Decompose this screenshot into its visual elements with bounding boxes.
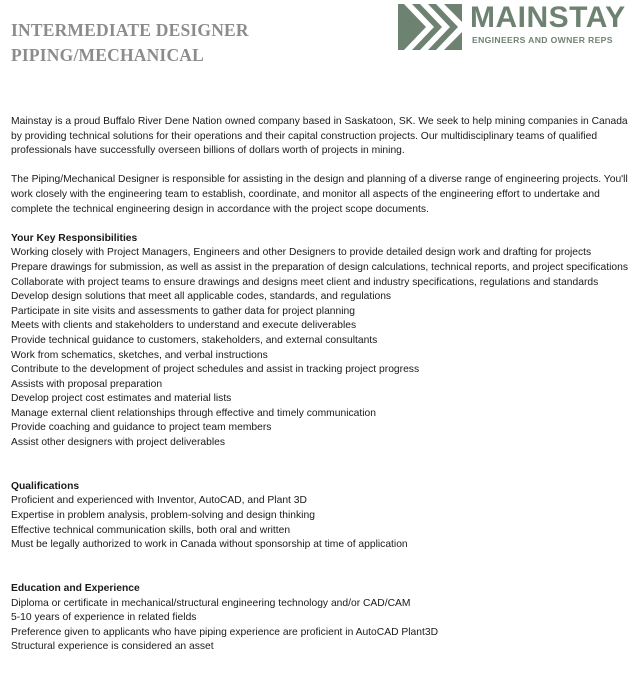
education-list <box>11 597 636 655</box>
list-item: Participate in site visits and assessments to gather data for project planning <box>11 305 355 317</box>
list-item: Effective technical communication skills, both oral and written <box>11 524 291 536</box>
list-item: Develop project cost estimates and material lists <box>11 393 232 405</box>
mainstay-chevron-mark-icon <box>398 4 462 50</box>
list-item: Diploma or certificate in mechanical/structural engineering technology and/or CAD/CAM <box>11 597 411 609</box>
list-item: Collaborate with project teams to ensure drawings and designs meet client and industry specifications, regulations and standards <box>11 276 599 288</box>
responsibilities-list <box>11 246 636 450</box>
qualifications-heading: Qualifications <box>11 480 80 492</box>
list-item: Contribute to the development of project schedules and assist in tracking project progress <box>11 364 420 376</box>
list-item: Preference given to applicants who have piping experience are proficient in AutoCAD Plant3D <box>11 626 439 638</box>
list-item: Manage external client relationships through effective and timely communication <box>11 407 376 419</box>
company-logo <box>398 1 630 50</box>
responsibilities-heading: Your Key Responsibilities <box>11 232 138 244</box>
list-item: Assist other designers with project deliverables <box>11 437 226 449</box>
job-title-line-2: PIPING/MECHANICAL <box>11 45 204 65</box>
list-item: Assists with proposal preparation <box>11 378 163 390</box>
intro-paragraph-2: The Piping/Mechanical Designer is responsible for assisting in the design and planning of a diverse range of engineering projects. You'll work closely with the engineering team to establish, coordinate, and monitor all aspects of the engineering effort to undertake and complete the technical engineering design in accordance with the project scope documents. <box>11 174 628 215</box>
list-item: Structural experience is considered an asset <box>11 641 214 653</box>
job-description <box>11 115 636 655</box>
list-item: Must be legally authorized to work in Canada without sponsorship at time of application <box>11 539 408 551</box>
list-item: 5-10 years of experience in related fields <box>11 612 197 624</box>
list-item: Meets with clients and stakeholders to understand and execute deliverables <box>11 320 357 332</box>
list-item: Work from schematics, sketches, and verbal instructions <box>11 349 268 361</box>
logo-wordmark: MAINSTAY <box>470 1 626 34</box>
qualifications-list <box>11 494 636 552</box>
list-item: Develop design solutions that meet all applicable codes, standards, and regulations <box>11 291 392 303</box>
list-item: Working closely with Project Managers, Engineers and other Designers to provide detailed design work and drafting for projects <box>11 247 592 259</box>
list-item: Expertise in problem analysis, problem-solving and design thinking <box>11 510 315 522</box>
list-item: Proficient and experienced with Inventor, AutoCAD, and Plant 3D <box>11 495 307 507</box>
intro-paragraph-1: Mainstay is a proud Buffalo River Dene Nation owned company based in Saskatoon, SK. We seek to help mining companies in Canada by providing technical solutions for their operations and their capital construction projects. Our multidisciplinary teams of qualified professionals have successfully overseen billions of dollars worth of projects in mining. <box>11 116 628 157</box>
education-heading: Education and Experience <box>11 583 140 594</box>
job-title-line-1: INTERMEDIATE DESIGNER <box>11 20 249 40</box>
job-title <box>11 18 249 68</box>
list-item: Provide technical guidance to customers, stakeholders, and external consultants <box>11 334 378 346</box>
logo-tagline: ENGINEERS AND OWNER REPS <box>472 35 613 45</box>
list-item: Provide coaching and guidance to project team members <box>11 422 272 434</box>
list-item: Prepare drawings for submission, as well as assist in the preparation of design calculations, technical reports, and project specifications <box>11 261 628 273</box>
